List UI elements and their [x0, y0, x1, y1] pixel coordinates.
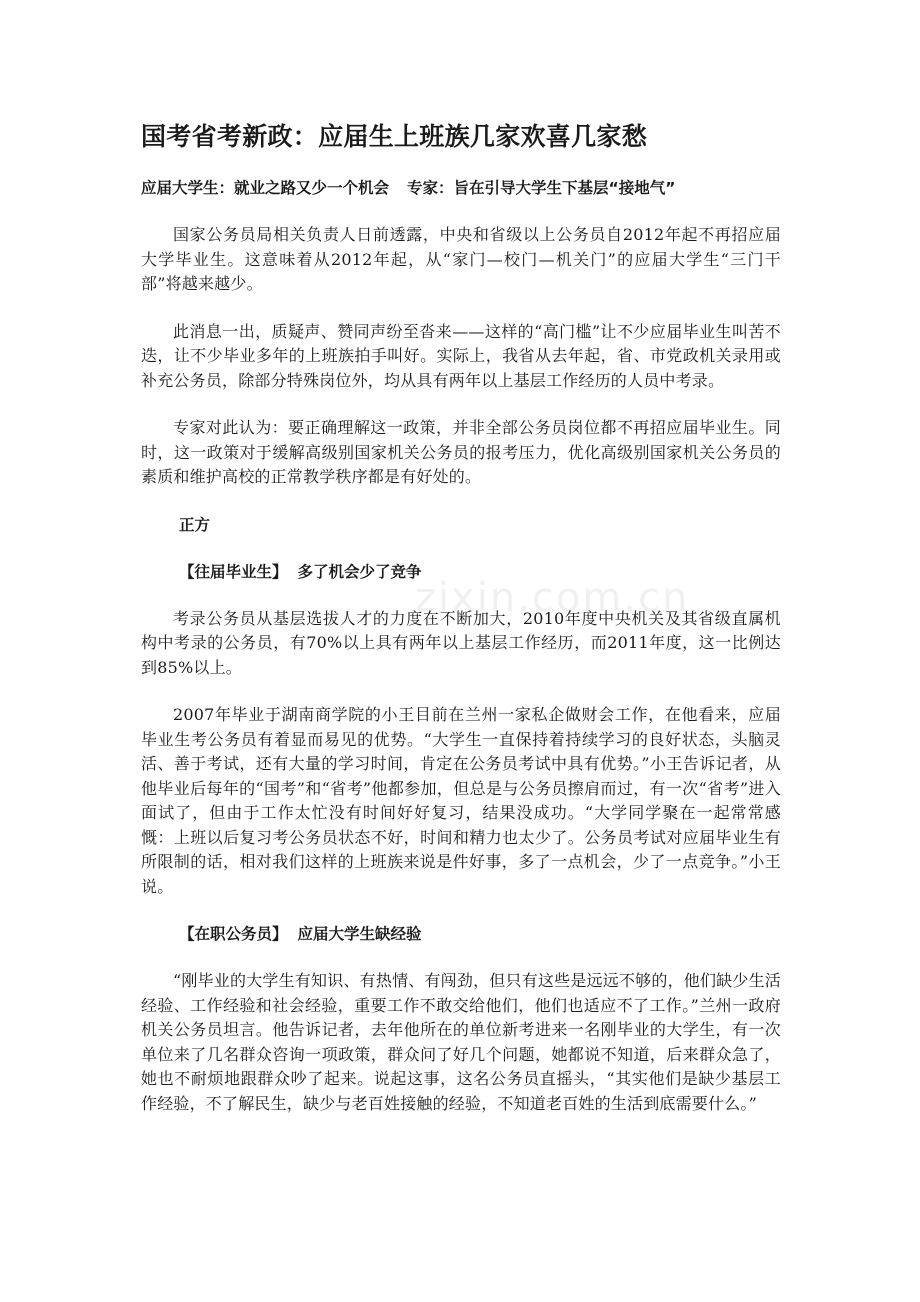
intro-paragraph-3: 专家对此认为：要正确理解这一政策，并非全部公务员岗位都不再招应届毕业生。同时，这一政策对于缓解高级别国家机关公务员的报考压力，优化高级别国家机关公务员的素质和维护高校的正常教学秩序都是有好处的。 [141, 418, 781, 486]
section1-paragraph-1: 考录公务员从基层选拔人才的力度在不断加大，2010年度中央机关及其省级直属机构中考录的公务员，有70%以上具有两年以上基层工作经历，而2011年度，这一比例达到85%以上。 [141, 608, 781, 677]
section1-paragraph-2: 2007年毕业于湖南商学院的小王目前在兰州一家私企做财会工作，在他看来，应届毕业生考公务员有着显而易见的优势。“大学生一直保持着持续学习的良好状态，头脑灵活、善于考试，还有大量的学习时间，肯定在公务员考试中具有优势。”小王告诉记者，从他毕业后每年的“国考”和“省考”他都参加，但总是与公务员擦肩而过，有一次“省考”进入面试了，但由于工作太忙没有时间好好复习，结果没成功。“大学同学聚在一起常常感慨：上班以后复习考公务员状态不好，时间和精力也太少了。公务员考试对应届毕业生有所限制的话，相对我们这样的上班族来说是件好事，多了一点机会，少了一点竞争。”小王说。 [141, 705, 781, 896]
article-subtitle [141, 176, 781, 200]
section2-heading-text: 应届大学生缺经验 [297, 925, 422, 943]
subtitle-right: 专家：旨在引导大学生下基层“接地气” [407, 179, 676, 197]
section1-heading-text: 多了机会少了竞争 [297, 562, 422, 581]
section2-paragraph-1: “刚毕业的大学生有知识、有热情、有闯劲，但只有这些是远远不够的，他们缺少生活经验、工作经验和社会经验，重要工作不敢交给他们，他们也适应不了工作。”兰州一政府机关公务员坦言。他告诉记者，去年他所在的单位新考进来一名刚毕业的大学生，有一次单位来了几名群众咨询一项政策，群众问了好几个问题，她都说不知道，后来群众急了，她也不耐烦地跟群众吵了起来。说起这事，这名公务员直摇头，“其实他们是缺少基层工作经验，不了解民生，缺少与老百姓接触的经验，不知道老百姓的生活到底需要什么。” [141, 971, 781, 1113]
intro-paragraph-2: 此消息一出，质疑声、赞同声纷至沓来——这样的“高门槛”让不少应届毕业生叫苦不迭，让不少毕业多年的上班族拍手叫好。实际上，我省从去年起，省、市党政机关录用或补充公务员，除部分特殊岗位外，均从具有两年以上基层工作经历的人员中考录。 [141, 321, 781, 390]
watermark: zixin.com.cn [415, 575, 690, 621]
section2-heading [141, 922, 781, 946]
article-title: 国考省考新政：应届生上班族几家欢喜几家愁 [141, 122, 648, 151]
intro-paragraph-1: 国家公务员局相关负责人日前透露，中央和省级以上公务员自2012年起不再招应届大学毕业生。这意味着从2012年起，从“家门—校门—机关门”的应届大学生“三门干部”将越来越少。 [141, 225, 781, 293]
subtitle-left: 应届大学生：就业之路又少一个机会 [141, 179, 390, 197]
section1-heading [141, 560, 781, 584]
section1-bracket-label: 【往届毕业生】 [179, 562, 288, 581]
section2-bracket-label: 【在职公务员】 [179, 925, 288, 943]
article-body [141, 115, 781, 1139]
section-label-pro: 正方 [179, 515, 211, 534]
